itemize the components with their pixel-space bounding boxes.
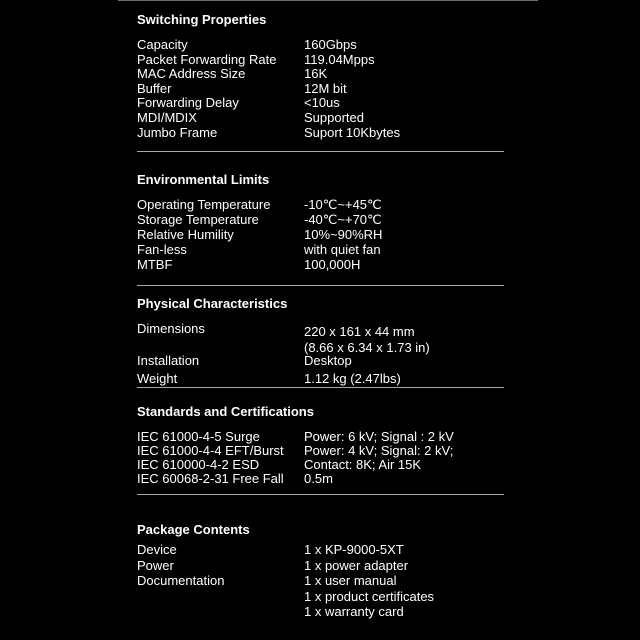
spec-row	[137, 82, 507, 97]
section-divider	[137, 494, 504, 495]
spec-value: 12M bit	[304, 80, 347, 96]
spec-row	[137, 605, 507, 621]
section-title: Switching Properties	[137, 12, 267, 27]
spec-value: 1 x user manual	[304, 573, 397, 588]
spec-label: MTBF	[137, 257, 173, 272]
spec-label: Capacity	[137, 37, 188, 52]
spec-value: 0.5m	[304, 471, 333, 486]
spec-value: Supported	[304, 109, 364, 125]
spec-value: 1 x power adapter	[304, 557, 409, 573]
spec-row	[137, 111, 507, 126]
section-title: Standards and Certifications	[137, 404, 314, 419]
spec-value: Contact: 8K; Air 15K	[304, 457, 422, 472]
spec-label: IEC 60068-2-31 Free Fall	[137, 471, 284, 486]
spec-label: Packet Forwarding Rate	[137, 51, 277, 67]
spec-value: 1 x KP-9000-5XT	[304, 542, 404, 557]
spec-label: Dimensions	[137, 321, 205, 336]
spec-value: 1 x product certificates	[304, 588, 435, 604]
spec-value-line: 220 x 161 x 44 mm	[304, 324, 415, 339]
spec-label: Jumbo Frame	[137, 124, 218, 140]
spec-row	[137, 53, 507, 68]
spec-row	[137, 430, 507, 444]
spec-row	[137, 228, 507, 243]
spec-value: Suport 10Kbytes	[304, 124, 401, 140]
spec-value: Power: 6 kV; Signal : 2 kV	[304, 429, 454, 444]
spec-label: Fan-less	[137, 242, 187, 257]
spec-row	[137, 559, 507, 575]
spec-row	[137, 243, 507, 258]
spec-value: Power: 4 kV; Signal: 2 kV;	[304, 443, 454, 458]
spec-value: 1.12 kg (2.47lbs)	[304, 371, 401, 386]
spec-label: Device	[137, 542, 177, 557]
spec-row	[137, 574, 507, 590]
spec-row	[137, 96, 507, 111]
section-environmental-limits	[137, 172, 507, 273]
spec-row	[137, 198, 507, 213]
spec-value: 119.04Mpps	[304, 51, 375, 67]
spec-label: MDI/MDIX	[137, 109, 197, 125]
section-title: Physical Characteristics	[137, 296, 288, 311]
spec-value	[304, 324, 430, 356]
spec-value: -10℃~+45℃	[304, 197, 382, 212]
section-divider	[137, 387, 504, 388]
top-edge-line	[118, 0, 538, 1]
section-divider	[137, 151, 504, 152]
spec-label: IEC 61000-4-4 EFT/Burst	[137, 443, 284, 458]
spec-label: Forwarding Delay	[137, 95, 239, 111]
spec-value: <10us	[304, 95, 340, 111]
spec-row	[137, 543, 507, 559]
spec-value: 1 x warranty card	[304, 604, 404, 619]
section-switching-properties	[137, 12, 507, 140]
spec-row	[137, 458, 507, 472]
spec-label: Weight	[137, 371, 178, 386]
spec-row	[137, 126, 507, 141]
spec-row	[137, 354, 507, 372]
spec-label: Installation	[137, 353, 200, 368]
spec-label: Buffer	[137, 80, 172, 96]
spec-row	[137, 258, 507, 273]
spec-value-line: (8.66 x 6.34 x 1.73 in)	[304, 340, 430, 355]
spec-value: 10%~90%RH	[304, 227, 383, 242]
spec-row	[137, 472, 507, 486]
spec-label: IEC 610000-4-2 ESD	[137, 457, 260, 472]
spec-label: Documentation	[137, 573, 225, 588]
spec-value: 16K	[304, 66, 328, 82]
spec-row	[137, 38, 507, 53]
section-title: Package Contents	[137, 522, 250, 537]
spec-row	[137, 444, 507, 458]
spec-value: Desktop	[304, 353, 352, 368]
section-package-contents	[137, 522, 507, 621]
spec-label: MAC Address Size	[137, 66, 246, 82]
spec-value: with quiet fan	[304, 242, 381, 257]
section-title: Environmental Limits	[137, 172, 270, 187]
section-physical-characteristics	[137, 296, 507, 390]
spec-label: Operating Temperature	[137, 197, 271, 212]
spec-value: 100,000H	[304, 257, 361, 272]
section-standards-certifications	[137, 404, 507, 486]
spec-row	[137, 590, 507, 606]
spec-value: 160Gbps	[304, 37, 357, 52]
spec-label: Storage Temperature	[137, 212, 259, 227]
spec-value: -40℃~+70℃	[304, 212, 382, 227]
spec-label: Relative Humility	[137, 227, 234, 242]
section-divider	[137, 285, 504, 286]
spec-row	[137, 67, 507, 82]
spec-row	[137, 213, 507, 228]
spec-label: Power	[137, 557, 174, 573]
spec-row	[137, 322, 507, 354]
spec-label: IEC 61000-4-5 Surge	[137, 429, 260, 444]
